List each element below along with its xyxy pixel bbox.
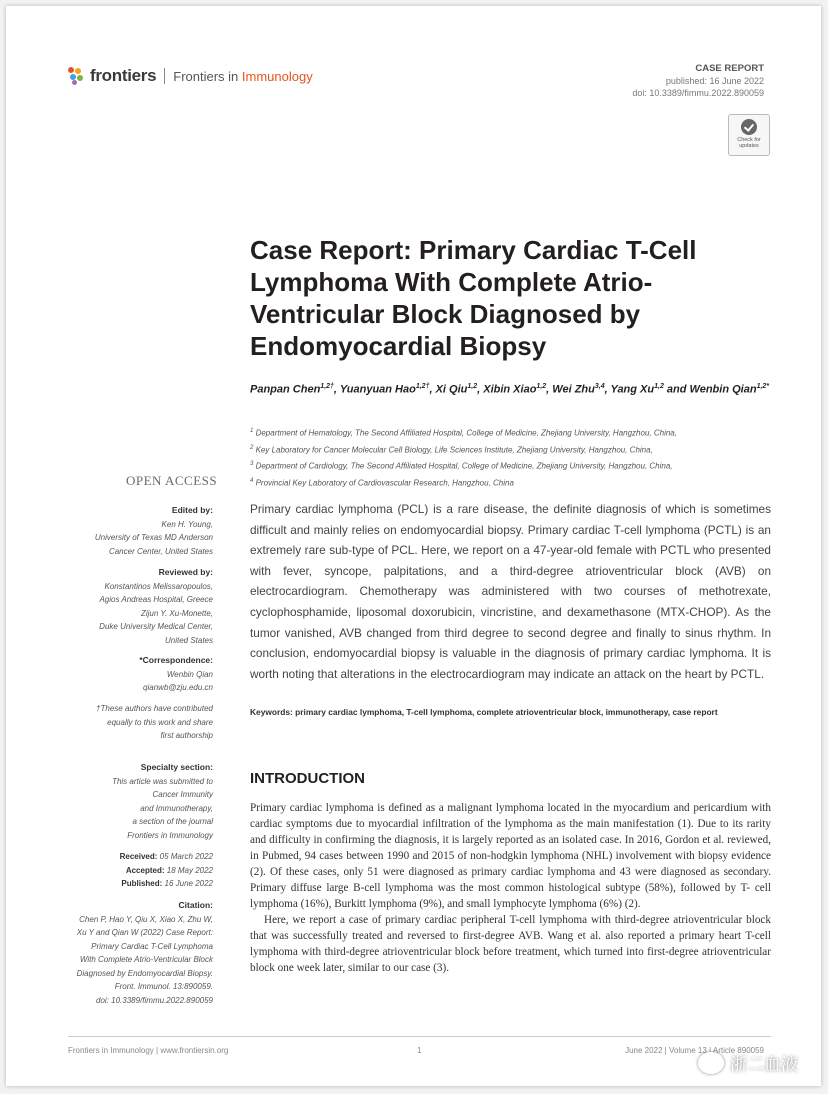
watermark [698, 1050, 798, 1075]
affiliation-list [250, 424, 790, 491]
logo-divider [164, 68, 165, 84]
reviewed-by-lines [38, 580, 213, 648]
affiliation: $^3$ Department of Cardiology, The Second Affiliated Hospital, College of Medicine, Zhejiang University, Hangzhou, China, [250, 461, 673, 471]
intro-paragraph: Primary cardiac lymphoma is defined as a malignant lymphoma located in the myocardium and pericardium with cardiac symptoms due to myocardial infiltration of the lymphoma as the main manifestation (1). Due to its rarity and difficulty in confirming the diagnosis, it is largely reported as an isolated case. In 2016, Gordon et al. reviewed, in Pubmed, 94 cases between 1990 and 2015 of non-hodgkin lymphoma (NHL) involvement with biopsy evidence (2). Of these cases, only 51 were diagnosed as primary cardiac lymphoma and 43 were diagnosed as secondary. Primary diffuse large B-cell lymphoma was the most common histological subtype (58%), followed by T- cell lymphoma (16%), Burkitt lymphoma (9%), and small lymphocyte lymphoma (6%) (2). [250, 802, 771, 910]
dates-section [38, 850, 213, 891]
citation-lines [38, 913, 213, 1008]
sidebar-line: Wenbin Qian [166, 669, 213, 679]
reviewed-by-heading: Reviewed by: [158, 567, 213, 577]
edited-by-lines [38, 518, 213, 559]
author-affiliation-marks: 1,2† [320, 383, 334, 390]
check-for-updates-label: Check for updates [737, 137, 761, 149]
affiliation: $^2$ Key Laboratory for Cancer Molecular Cell Biology, Life Sciences Institute, Zhejiang University, Hangzhou, China, [250, 444, 653, 455]
author-name[interactable]: Panpan Chen [250, 383, 321, 396]
keywords [250, 706, 771, 719]
sidebar-line: Agios Andreas Hospital, Greece [99, 595, 213, 604]
footer-divider [68, 1036, 771, 1037]
sidebar-line: Primary Cardiac T-Cell Lymphoma [91, 941, 213, 951]
sidebar-line: first authorship [160, 731, 213, 740]
sidebar-line: Cancer Center, United States [108, 546, 213, 556]
sidebar-line: Frontiers in Immunology [127, 830, 213, 840]
author-affiliation-marks: 1,2† [415, 383, 430, 390]
keywords-text: primary cardiac lymphoma, T-cell lymphoma, complete atrioventricular block, immunotherapy, case report [295, 707, 718, 717]
published-date: published: 16 June 2022 [665, 76, 764, 86]
date-line: Received: 05 March 2022 [119, 852, 213, 861]
sidebar-line: Zijun Y. Xu-Monette, [140, 608, 213, 618]
sidebar-line: qianwb@zju.edu.cn [143, 683, 213, 692]
affiliation: $^4$ Provincial Key Laboratory of Cardiovascular Research, Hangzhou, China [250, 477, 514, 488]
watermark-text: 浙二血液 [730, 1055, 798, 1074]
keywords-label: Keywords: [250, 707, 293, 717]
author-name[interactable]: Yuanyuan Hao [339, 383, 416, 396]
sidebar-line: equally to this work and share [107, 717, 213, 727]
author-affiliation-marks: 1,2* [756, 383, 770, 390]
specialty-section [38, 761, 213, 842]
sidebar-line: doi: 10.3389/fimmu.2022.890059 [96, 995, 213, 1005]
check-icon [741, 119, 757, 135]
citation-section [38, 899, 213, 1007]
sidebar-line: Front. Immunol. 13:890059. [114, 982, 213, 991]
author-affiliation-marks: 3,4 [594, 383, 605, 390]
reviewed-by-section [38, 566, 213, 647]
author-name[interactable]: Xi Qiu [435, 383, 468, 396]
intro-body [250, 800, 771, 976]
wechat-icon [698, 1052, 724, 1074]
sidebar-line: †These authors have contributed [96, 704, 213, 713]
sidebar-line: United States [164, 635, 213, 645]
correspondence-section [38, 654, 213, 695]
sidebar-line: Konstantinos Melissaropoulos, [104, 581, 213, 591]
intro-paragraph: Here, we report a case of primary cardiac peripheral T-cell lymphoma with third-degree atrioventricular block that was successfully treated and reversed to first-degree AVB. Wang et al. also reported a primary heart T-cell lymphoma with third-degree atrioventricular block before treatment, which turned into first-degree atrioventricular block one week later, similar to our case (3). [250, 914, 771, 974]
edited-by-heading: Edited by: [171, 505, 213, 515]
date-line: Published: 16 June 2022 [121, 879, 213, 888]
author-affiliation-marks: 1,2 [654, 383, 664, 390]
frontiers-logo-icon [68, 67, 84, 85]
sidebar-line: Chen P, Hao Y, Qiu X, Xiao X, Zhu W, [79, 914, 213, 924]
author-name[interactable]: Xibin Xiao [483, 383, 537, 396]
sidebar-line: Ken H. Young, [161, 519, 213, 529]
sidebar-line: and Immunotherapy, [140, 803, 213, 813]
sidebar-line: Xu Y and Qian W (2022) Case Report: [76, 928, 213, 937]
sidebar-line: Cancer Immunity [152, 790, 213, 799]
footer-volume: June 2022 | Volume 13 | Article 890059 [625, 1046, 764, 1055]
specialty-heading: Specialty section: [140, 762, 213, 772]
article-type: CASE REPORT [695, 63, 764, 74]
abstract: Primary cardiac lymphoma (PCL) is a rare disease, the definite diagnosis of which is sometimes difficult and mainly relies on endomyocardial biopsy. Primary cardiac T-cell lymphoma (PCTL) is an extremely rare sub-type of PCL. Here, we report on a 47-year-old female with PCTL who presented with fever, syncope, palpitations, and a third-degree atrioventricular block (AVB) on electrocardiogram. Chemotherapy was administered with two courses of methotrexate, cyclophosphamide, liposomal doxorubicin, vincristine, and dexamethasone (MTX-CHOP). As the tumor vanished, AVB changed from third degree to second degree and finally to sinus rhythm. In conclusion, endomyocardial biopsy is valuable in the diagnosis of primary cardiac lymphoma. It is worth noting that alterations in the electrocardiogram may indicate an attack on the heart by PCTL. [250, 502, 771, 681]
sidebar-line: a section of the journal [132, 817, 213, 826]
paper-page [6, 6, 821, 1086]
date-line: Accepted: 18 May 2022 [125, 865, 213, 875]
article-title: Case Report: Primary Cardiac T-Cell Lymphoma With Complete Atrio-Ventricular Block Diagnosed by Endomyocardial Biopsy [250, 235, 697, 361]
edited-by-section [38, 504, 213, 558]
journal-name: Frontiers in Immunology [173, 68, 313, 84]
footer-journal[interactable]: Frontiers in Immunology | www.frontiersin.org [68, 1046, 229, 1055]
author-name[interactable]: Wenbin Qian [689, 383, 757, 396]
correspondence-heading: *Correspondence: [139, 655, 213, 665]
author-affiliation-marks: 1,2 [536, 383, 547, 390]
correspondence-lines [38, 668, 213, 695]
page-number: 1 [417, 1046, 422, 1055]
sidebar-line: With Complete Atrio-Ventricular Block [79, 955, 213, 964]
article-doi[interactable]: doi: 10.3389/fimmu.2022.890059 [632, 88, 764, 98]
citation-heading: Citation: [178, 900, 213, 910]
sidebar-line: Diagnosed by Endomyocardial Biopsy. [76, 968, 213, 978]
author-name[interactable]: Wei Zhu [552, 383, 595, 396]
intro-heading: INTRODUCTION [250, 770, 365, 787]
equal-contribution-note [38, 702, 213, 743]
sidebar-line: This article was submitted to [112, 776, 213, 786]
author-affiliation-marks: 1,2 [467, 383, 478, 390]
check-for-updates-badge[interactable] [728, 114, 770, 156]
sidebar-line: University of Texas MD Anderson [94, 533, 213, 542]
affiliation: $^1$ Department of Hematology, The Second Affiliated Hospital, College of Medicine, Zhejiang University, Hangzhou, China, [250, 428, 677, 438]
author-list: Panpan Chen$^{1,2\dagger}$, Yuanyuan Hao$^{1,2\dagger}$, Xi Qiu$^{1,2}$, Xibin Xiao$^{1,2}$, Wei Zhu$^{3,4}$, Yang Xu$^{1,2}$ and Wenbin Qian$^{1,2*}$ [250, 383, 770, 396]
article-meta [632, 63, 764, 99]
specialty-lines [38, 775, 213, 843]
open-access-label: OPEN ACCESS [126, 473, 218, 488]
sidebar-line: Duke University Medical Center, [99, 622, 213, 631]
logo-word: frontiers [90, 66, 157, 85]
author-name[interactable]: Yang Xu [610, 383, 655, 396]
frontiers-logo[interactable] [68, 66, 313, 86]
